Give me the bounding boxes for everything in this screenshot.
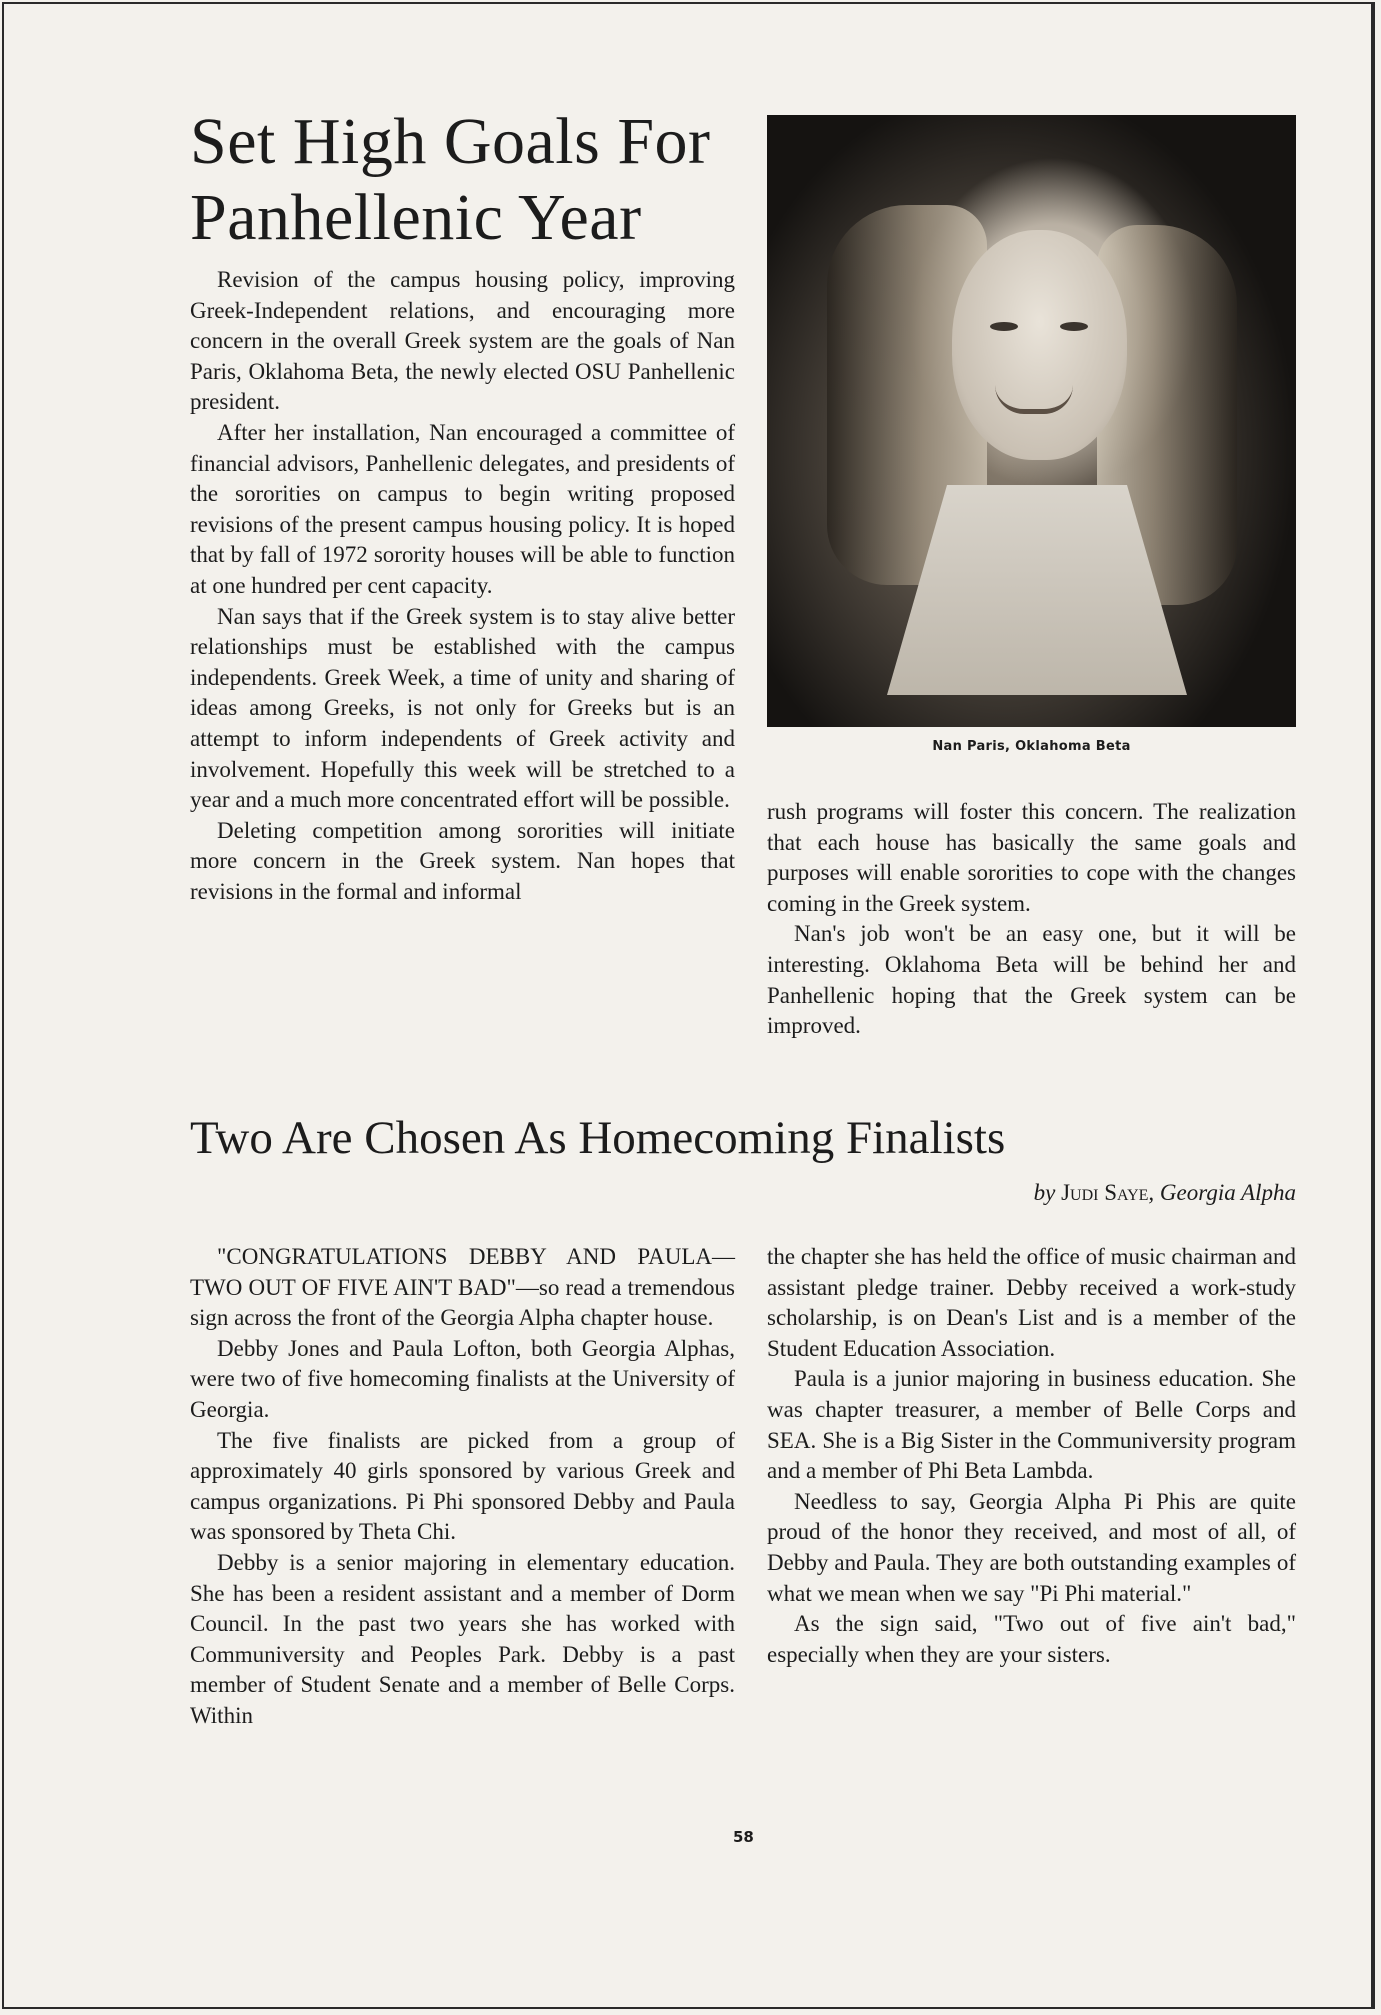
portrait-photo	[767, 115, 1296, 727]
article1-paragraph-6: Nan's job won't be an easy one, but it will be interesting. Oklahoma Beta will be behind her and Panhellenic hoping that the Greek system can be improved.	[767, 921, 1296, 1039]
article2-title: Two Are Chosen As Homecoming Finalists	[190, 1112, 1006, 1164]
article2-paragraph-8: As the sign said, "Two out of five ain't bad," especially when they are your sisters.	[767, 1611, 1296, 1667]
photo-caption: Nan Paris, Oklahoma Beta	[932, 739, 1131, 754]
article2-paragraph-4: Debby is a senior majoring in elementary education. She has been a resident assistant and a member of Dorm Council. In the past two years she has worked with Communiversity and Peoples Park. Debby is a past member of Student Senate and a member of Belle Corps. Within	[190, 1549, 735, 1728]
byline-prefix: by	[1033, 1180, 1056, 1205]
byline-author: Judi Saye	[1061, 1180, 1149, 1205]
article2-paragraph-1: "CONGRATULATIONS DEBBY AND PAULA—TWO OUT OF FIVE AIN'T BAD"—so read a tremendous sign across the front of the Georgia Alpha chapter house.	[190, 1244, 735, 1331]
article1-right-column	[767, 797, 1296, 1042]
article2-right-column	[767, 1242, 1296, 1670]
article1-paragraph-1: Revision of the campus housing policy, improving Greek-Independent relations, and encouraging more concern in the overall Greek system are the goals of Nan Paris, Oklahoma Beta, the newly elected OSU Panhellenic president.	[190, 267, 735, 415]
page-number: 58	[733, 1828, 754, 1846]
article1-paragraph-3: Nan says that if the Greek system is to stay alive better relationships must be established with the campus independents. Greek Week, a time of unity and sharing of ideas among Greeks, is not only for Greeks but is an attempt to inform independents of Greek activity and involvement. Hopefully this week will be stretched to a year and a much more concentrated effort will be possible.	[190, 603, 735, 813]
article1-paragraph-4: Deleting competition among sororities will initiate more concern in the Greek system. Nan hopes that revisions in the formal and informal	[190, 817, 735, 904]
article2-paragraph-2: Debby Jones and Paula Lofton, both Georgia Alphas, were two of five homecoming finalists at the University of Georgia.	[190, 1335, 735, 1422]
article2-paragraph-5: the chapter she has held the office of music chairman and assistant pledge trainer. Debby received a work-study scholarship, is on Dean's List and is a member of the Student Education Association.	[767, 1244, 1296, 1361]
article1-paragraph-2: After her installation, Nan encouraged a committee of financial advisors, Panhellenic delegates, and presidents of the sororities on campus to begin writing proposed revisions of the present campus housing policy. It is hoped that by fall of 1972 sorority houses will be able to function at one hundred per cent capacity.	[190, 419, 735, 598]
article1-left-column	[190, 265, 735, 907]
byline-chapter: Georgia Alpha	[1159, 1180, 1296, 1205]
article1-title: Set High Goals For Panhellenic Year	[190, 105, 711, 254]
article2-paragraph-7: Needless to say, Georgia Alpha Pi Phis are quite proud of the honor they received, and most of all, of Debby and Paula. They are both outstanding examples of what we mean when we say "Pi Phi material."	[767, 1488, 1296, 1606]
article1-paragraph-5: rush programs will foster this concern. The realization that each house has basically the same goals and purposes will enable sororities to cope with the changes coming in the Greek system.	[767, 799, 1296, 916]
article2-left-column	[190, 1242, 735, 1732]
article2-byline: by Judi Saye, Georgia Alpha	[1033, 1180, 1296, 1205]
article2-paragraph-3: The five finalists are picked from a group of approximately 40 girls sponsored by various Greek and campus organizations. Pi Phi sponsored Debby and Paula was sponsored by Theta Chi.	[190, 1427, 735, 1545]
article2-paragraph-6: Paula is a junior majoring in business education. She was chapter treasurer, a member of Belle Corps and SEA. She is a Big Sister in the Communiversity program and a member of Phi Beta Lambda.	[767, 1366, 1296, 1484]
